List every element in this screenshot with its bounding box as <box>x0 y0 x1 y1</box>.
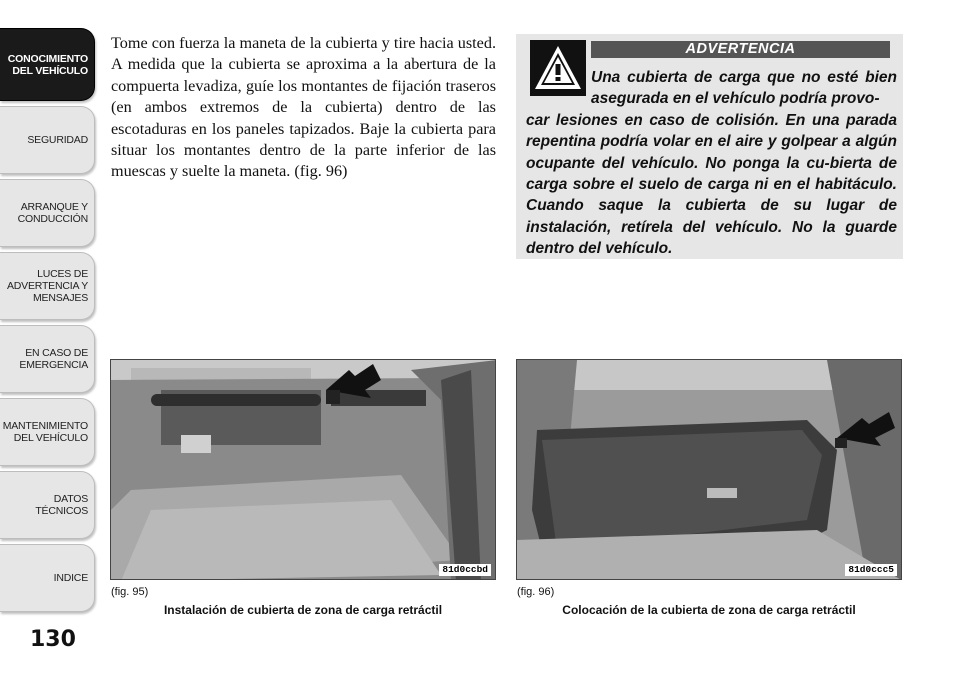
tab-en-caso-de-emergencia[interactable]: EN CASO DE EMERGENCIA <box>0 325 95 393</box>
figure-code: 81d0ccbd <box>439 564 491 576</box>
page-number: 130 <box>30 627 76 652</box>
warning-text-rest: car lesiones en caso de colisión. En una parada repentina podría volar en el aire y golpear a algún ocupante del vehículo. No ponga la cu-bierta de carga sobre el suelo de carga ni en el habitáculo. Cuando saque la cubierta de su lugar de instalación, retírela del vehículo. No la guarde dentro del vehículo. <box>526 111 897 258</box>
warning-text <box>526 67 897 260</box>
figure-96-ref: (fig. 96) <box>517 586 555 598</box>
tab-luces-de-advertencia[interactable]: LUCES DE ADVERTENCIA Y MENSAJES <box>0 252 95 320</box>
figure-95-ref: (fig. 95) <box>111 586 149 598</box>
figure-95-caption: Instalación de cubierta de zona de carga retráctil <box>163 603 443 617</box>
tab-datos-tecnicos[interactable]: DATOS TÉCNICOS <box>0 471 95 539</box>
tab-conocimiento-del-vehiculo[interactable]: CONOCIMIENTO DEL VEHÍCULO <box>0 28 95 101</box>
figure-code: 81d0ccc5 <box>845 564 897 576</box>
body-paragraph: Tome con fuerza la maneta de la cubierta y tire hacia usted. A medida que la cubierta se aproxima a la abertura de la compuerta levadiza, guíe los montantes de fijación traseros (en ambos extremos de la cubierta) dentro de las escotaduras en los paneles tapizados. Baje la cubierta para situar los montantes dentro de la parte inferior de las muescas y suelte la maneta. (fig. 96) <box>111 34 496 181</box>
warning-title: ADVERTENCIA <box>591 41 890 58</box>
figure-96-caption: Colocación de la cubierta de zona de carga retráctil <box>562 603 856 617</box>
tab-arranque-y-conduccion[interactable]: ARRANQUE Y CONDUCCIÓN <box>0 179 95 247</box>
warning-box <box>516 34 903 259</box>
warning-text-first-line: Una cubierta de carga que no esté bien asegurada en el vehículo podría provo- <box>591 69 897 108</box>
tab-indice[interactable]: INDICE <box>0 544 95 612</box>
tab-mantenimiento-del-vehiculo[interactable]: MANTENIMIENTO DEL VEHÍCULO <box>0 398 95 466</box>
figure-95-image <box>110 359 496 580</box>
tab-seguridad[interactable]: SEGURIDAD <box>0 106 95 174</box>
figure-96-image <box>516 359 902 580</box>
